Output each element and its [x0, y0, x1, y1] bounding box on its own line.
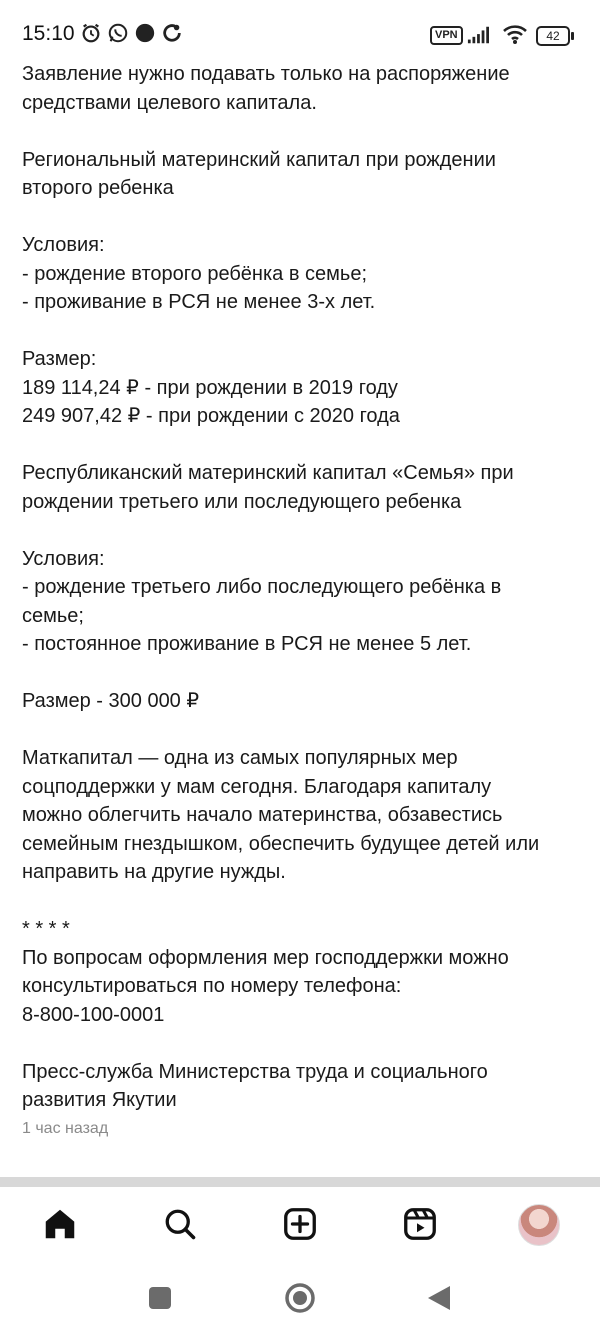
- caption-line: можно облегчить начало материнства, обзавестись: [22, 804, 503, 826]
- caption-line: Региональный материнский капитал при рождении: [22, 148, 496, 171]
- paragraph-gap: [22, 117, 582, 146]
- caption-line: Пресс-служба Министерства труда и социального: [22, 1060, 488, 1083]
- post-caption: [22, 60, 582, 1115]
- alarm-icon: [80, 22, 102, 44]
- bottom-nav: [0, 1188, 600, 1260]
- create-post-icon: [282, 1206, 318, 1242]
- vpn-badge: VPN: [430, 26, 463, 45]
- paragraph-gap: [22, 516, 582, 545]
- caption-line: 8-800-100-0001: [22, 1003, 165, 1026]
- caption-line: рождении третьего или последующего ребенка: [22, 490, 462, 513]
- caption-line: Размер:: [22, 348, 97, 370]
- caption-line: - рождение третьего либо последующего ребёнка в: [22, 576, 502, 598]
- caption-line: Маткапитал — одна из самых популярных мер: [22, 747, 458, 769]
- caption-line: развития Якутии: [22, 1089, 177, 1111]
- caption-line: направить на другие нужды.: [22, 861, 286, 883]
- notification-dot-icon: [134, 22, 156, 44]
- caption-line: 189 114,24 ₽ - при рождении в 2019 году: [22, 376, 398, 399]
- system-nav-bar: [0, 1262, 600, 1332]
- home-circle-icon[interactable]: [284, 1282, 316, 1314]
- paragraph-gap: [22, 203, 582, 232]
- profile-avatar[interactable]: [518, 1204, 560, 1246]
- caption-line: средствами целевого капитала.: [22, 91, 317, 114]
- caption-line: соцподдержки у мам сегодня. Благодаря капиталу: [22, 775, 492, 798]
- caption-line: Размер - 300 000 ₽: [22, 690, 200, 712]
- status-time: 15:10: [22, 22, 75, 45]
- caption-line: - проживание в РСЯ не менее 3-х лет.: [22, 291, 376, 313]
- section-divider: [0, 1177, 600, 1187]
- caption-line: семейным гнездышком, обеспечить будущее детей или: [22, 832, 540, 855]
- paragraph-gap: [22, 431, 582, 460]
- home-icon: [41, 1205, 79, 1243]
- nav-home-button[interactable]: [38, 1202, 82, 1246]
- whatsapp-icon: [107, 22, 129, 44]
- nav-search-button[interactable]: [158, 1202, 202, 1246]
- reels-icon: [402, 1206, 438, 1242]
- wifi-icon: [502, 23, 528, 45]
- back-triangle-icon[interactable]: [426, 1284, 452, 1312]
- paragraph-gap: [22, 659, 582, 688]
- caption-line: По вопросам оформления мер господдержки можно: [22, 946, 509, 969]
- post-timestamp: 1 час назад: [22, 1120, 109, 1137]
- status-bar: [0, 0, 600, 64]
- caption-line: - рождение второго ребёнка в семье;: [22, 262, 367, 285]
- caption-line: Условия:: [22, 547, 105, 570]
- caption-line: - постоянное проживание в РСЯ не менее 5 лет.: [22, 633, 472, 655]
- paragraph-gap: [22, 1029, 582, 1058]
- nav-create-button[interactable]: [278, 1202, 322, 1246]
- sync-icon: [161, 22, 183, 44]
- paragraph-gap: [22, 887, 582, 916]
- caption-line: консультироваться по номеру телефона:: [22, 975, 402, 997]
- caption-line: семье;: [22, 604, 84, 627]
- caption-line: Заявление нужно подавать только на распоряжение: [22, 63, 510, 85]
- caption-line: Условия:: [22, 234, 105, 256]
- caption-line: 249 907,42 ₽ - при рождении с 2020 года: [22, 405, 400, 427]
- caption-line: второго ребенка: [22, 177, 174, 199]
- search-icon: [162, 1206, 198, 1242]
- caption-line: Республиканский материнский капитал «Семья» при: [22, 462, 514, 484]
- paragraph-gap: [22, 317, 582, 346]
- battery-indicator: 42: [536, 26, 570, 46]
- recents-square-icon[interactable]: [148, 1286, 172, 1310]
- signal-icon: [467, 24, 489, 46]
- nav-reels-button[interactable]: [398, 1202, 442, 1246]
- paragraph-gap: [22, 716, 582, 745]
- caption-line: * * * *: [22, 918, 70, 940]
